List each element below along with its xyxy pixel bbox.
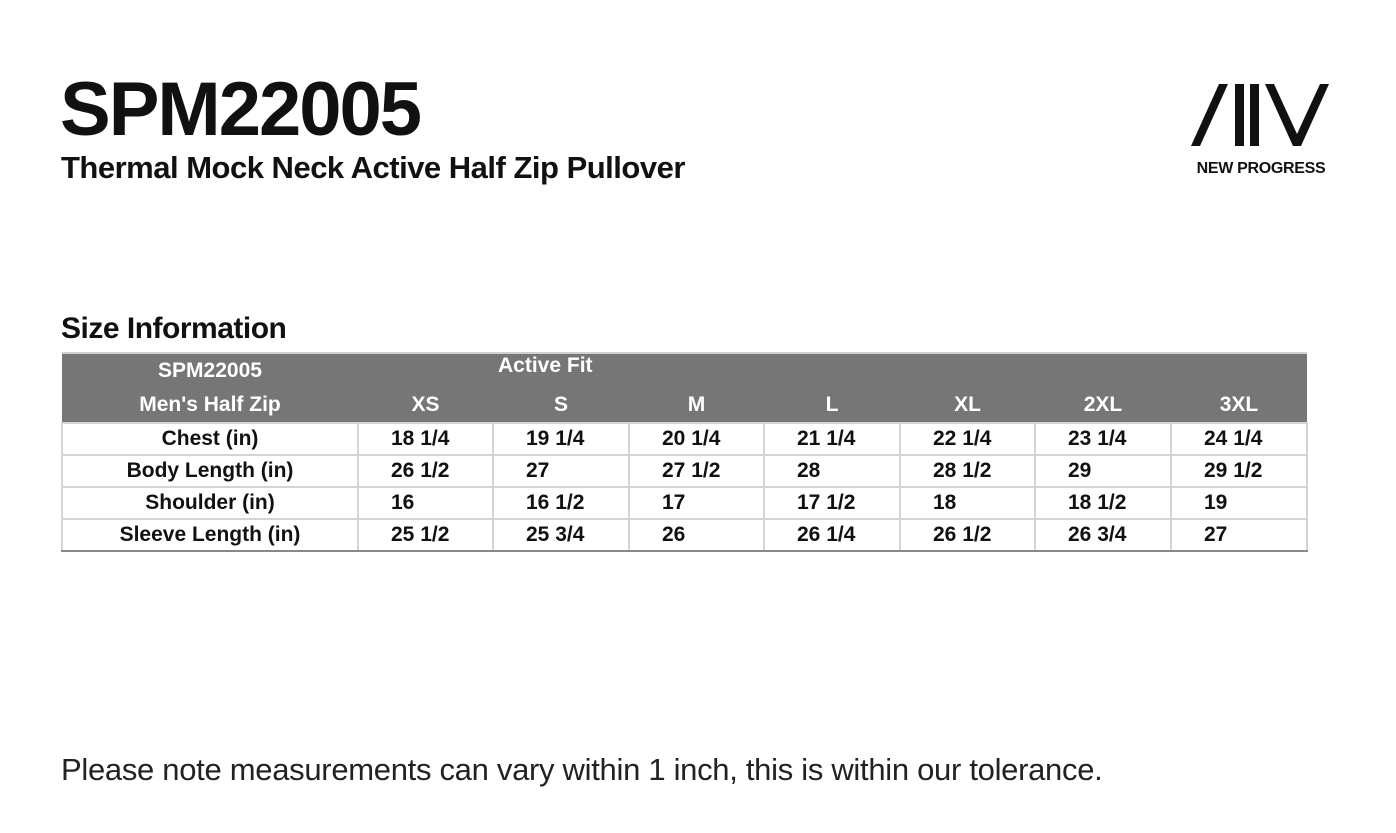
table-cell: 25 1/2 <box>358 519 493 551</box>
table-code: SPM22005 <box>62 353 358 388</box>
table-cell: 16 1/2 <box>493 487 629 519</box>
table-row <box>62 519 1307 551</box>
header-spacer <box>900 353 1035 388</box>
size-table <box>61 352 1308 552</box>
table-cell: 21 1/4 <box>764 423 900 455</box>
brand-tagline: NEW PROGRESS <box>1196 160 1326 177</box>
size-header: 3XL <box>1171 388 1307 423</box>
header-spacer <box>1035 353 1171 388</box>
table-cell: 18 1/2 <box>1035 487 1171 519</box>
brand-block <box>1185 84 1337 178</box>
table-cell: 19 <box>1171 487 1307 519</box>
table-cell: 27 <box>493 455 629 487</box>
table-cell: 26 1/4 <box>764 519 900 551</box>
size-header: XL <box>900 388 1035 423</box>
category-label: Men's Half Zip <box>62 388 358 423</box>
size-header: S <box>493 388 629 423</box>
row-label: Sleeve Length (in) <box>62 519 358 551</box>
table-cell: 22 1/4 <box>900 423 1035 455</box>
table-cell: 16 <box>358 487 493 519</box>
row-label: Body Length (in) <box>62 455 358 487</box>
header-spacer <box>1171 353 1307 388</box>
product-code: SPM22005 <box>60 67 421 152</box>
table-cell: 29 <box>1035 455 1171 487</box>
row-label: Chest (in) <box>62 423 358 455</box>
table-cell: 28 1/2 <box>900 455 1035 487</box>
table-cell: 24 1/4 <box>1171 423 1307 455</box>
table-cell: 23 1/4 <box>1035 423 1171 455</box>
size-header: L <box>764 388 900 423</box>
table-cell: 26 1/2 <box>900 519 1035 551</box>
brand-logo-icon <box>1191 84 1331 148</box>
size-header: 2XL <box>1035 388 1171 423</box>
size-header-row <box>62 388 1307 423</box>
table-cell: 20 1/4 <box>629 423 764 455</box>
table-cell: 18 1/4 <box>358 423 493 455</box>
table-cell: 27 1/2 <box>629 455 764 487</box>
fit-label: Active Fit <box>493 353 764 388</box>
table-cell: 27 <box>1171 519 1307 551</box>
header-spacer <box>358 353 493 388</box>
table-row <box>62 455 1307 487</box>
table-row <box>62 423 1307 455</box>
section-title: Size Information <box>61 312 287 345</box>
size-header: XS <box>358 388 493 423</box>
header-spacer <box>764 353 900 388</box>
size-header: M <box>629 388 764 423</box>
table-cell: 28 <box>764 455 900 487</box>
table-header-row <box>62 353 1307 388</box>
table-cell: 17 1/2 <box>764 487 900 519</box>
table-cell: 29 1/2 <box>1171 455 1307 487</box>
table-cell: 26 <box>629 519 764 551</box>
table-cell: 26 3/4 <box>1035 519 1171 551</box>
table-cell: 19 1/4 <box>493 423 629 455</box>
table-row <box>62 487 1307 519</box>
table-cell: 18 <box>900 487 1035 519</box>
row-label: Shoulder (in) <box>62 487 358 519</box>
table-cell: 26 1/2 <box>358 455 493 487</box>
table-cell: 25 3/4 <box>493 519 629 551</box>
table-cell: 17 <box>629 487 764 519</box>
product-name: Thermal Mock Neck Active Half Zip Pullover <box>61 150 685 185</box>
tolerance-note: Please note measurements can vary within 1 inch, this is within our tolerance. <box>61 752 1103 787</box>
